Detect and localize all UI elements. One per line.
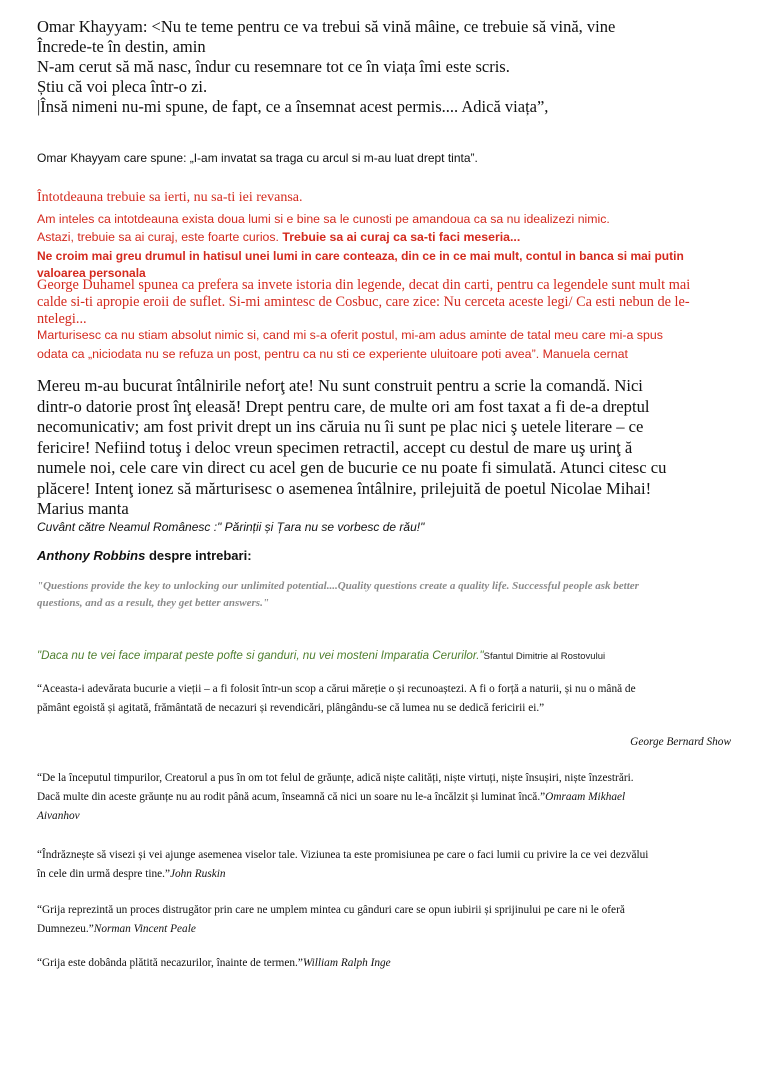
omar-khayyam-subtext	[37, 151, 737, 165]
quote-author: Norman Vincent Peale	[93, 923, 196, 935]
quote-author: Omraam Mikhael	[545, 791, 626, 803]
quote-author: Sfantul Dimitrie al Rostovului	[483, 651, 606, 662]
omar-khayyam-quote	[37, 17, 737, 117]
red-line: ntelegi...	[37, 311, 87, 327]
quote-line: questions, and as a result, they get better answers."	[37, 597, 269, 609]
quote-line	[37, 957, 737, 969]
questions-quote	[37, 578, 737, 612]
grija-quote-2	[37, 957, 737, 969]
red-line: odata ca „niciodata nu se refuza un post, pentru ca nu sti ce experiente uluitoare poti avea”. Manuela cernat	[37, 347, 628, 361]
quote-author-shaw	[630, 736, 731, 748]
red-bold-text: Trebuie sa ai curaj ca sa-ti faci meseria...	[282, 230, 521, 244]
red-line: Am inteles ca intotdeauna exista doua lumi si e bine sa le cunosti pe amandoua ca sa nu idealizezi nimic.	[37, 212, 610, 226]
red-line: valoarea personala	[37, 266, 146, 280]
paragraph-line: Mereu m-au bucurat întâlnirile neforţ ate! Nu sunt construit pentru a scrie la comandă. Nici	[37, 376, 643, 395]
daca-quote	[37, 649, 737, 662]
quote-line: |Însă nimeni nu-mi spune, de fapt, ce a însemnat acest permis.... Adică viața”,	[37, 97, 549, 116]
red-line: Marturisesc ca nu stiam absolut nimic si, cand mi s-a oferit postul, mi-am adus aminte de tatal meu care mi-a spus	[37, 328, 663, 342]
quote-line: “Îndrăznește să visezi și vei ajunge asemenea viselor tale. Viziunea ta este promisiunea pe care o faci lumii cu privire la ce vei dezvălui	[37, 849, 649, 861]
paragraph-line: numele noi, cele care vin direct cu acel gen de bucurie ce nu poate fi simulată. Atunci citesc cu	[37, 458, 667, 477]
quote-line	[37, 649, 737, 662]
aceasta-quote	[37, 680, 737, 718]
red-paragraph-3	[37, 230, 737, 244]
quote-author: John Ruskin	[170, 868, 226, 880]
quote-line	[37, 865, 737, 884]
quote-line: “Grija reprezintă un proces distrugător prin care ne umplem mintea cu gânduri care se opun iubirii și sprijinului pe care ni le oferă	[37, 904, 625, 916]
inceput-quote	[37, 769, 737, 826]
quote-text: Dumnezeu.”	[37, 923, 94, 935]
red-line: Întotdeauna trebuie sa ierti, nu sa-ti iei revansa.	[37, 190, 303, 205]
mereu-paragraph	[37, 376, 737, 520]
paragraph-line: Marius manta	[37, 499, 129, 518]
paragraph-line: dintr-o datorie prost înţ eleasă! Drept pentru care, de multe ori am fost taxat a fi de-a dreptul	[37, 396, 650, 416]
anthony-robbins-heading	[37, 548, 737, 563]
red-line: calde si-ti apropie eroii de suflet. Si-mi amintesc de Cosbuc, care zice: Nu cerceta aceste legi/ Ca esti nebun de le-	[37, 294, 690, 310]
paragraph-line: necomunicativ; am fost privit drept un ins căruia nu îi sunt pe plac nici ş uetele literare – ce	[37, 417, 644, 436]
quote-line: "Questions provide the key to unlocking our unlimited potential....Quality questions create a quality life. Successful people ask better	[37, 580, 639, 592]
red-paragraph-6	[37, 326, 737, 364]
grija-quote-1	[37, 901, 737, 939]
quote-line: Știu că voi pleca într-o zi.	[37, 77, 208, 96]
cuvant-heading	[37, 520, 737, 534]
subtext-line: Omar Khayyam care spune: „I-am invatat sa traga cu arcul si m-au luat drept tinta”.	[37, 151, 478, 165]
author-name: Anthony Robbins	[37, 548, 146, 563]
paragraph-line: fericire! Nefiind totuş i deloc vreun specimen retractil, accept cu destul de mare uş urinţ ă	[37, 437, 633, 457]
paragraph-line: plăcere! Intenţ ionez să mărturisesc o asemenea întâlnire, prilejuită de poetul Nicolae Mihai!	[37, 478, 652, 498]
quote-text: “Grija este dobânda plătită necazurilor, înainte de termen.”	[37, 957, 303, 969]
quote-line: “Aceasta-i adevărata bucurie a vieții – a fi folosit într-un scop a cărui măreție o și recunoaștezi. A fi o forță a naturii, și nu o mână de	[37, 683, 636, 695]
quote-line: pământ egoistă și agitată, frământată de necazuri și revendicări, plângându-se că lumea nu se dedică fericirii ei.”	[37, 702, 545, 714]
quote-line: Încrede-te în destin, amin	[37, 37, 206, 56]
indrazneste-quote	[37, 846, 737, 884]
quote-author: William Ralph Inge	[302, 957, 391, 969]
red-text: Astazi, trebuie sa ai curaj, este foarte curios.	[37, 230, 283, 244]
quote-text: Dacă multe din aceste grăunțe nu au rodit până acum, înseamnă că nici un soare nu le-a încălzit și luminat încă.”	[37, 791, 546, 803]
red-paragraph-5	[37, 277, 737, 328]
quote-line: N-am cerut să mă nasc, îndur cu resemnare tot ce în viața îmi este scris.	[37, 57, 510, 76]
quote-line	[37, 788, 737, 807]
heading-text: despre intrebari:	[145, 548, 252, 563]
red-line: Ne croim mai greu drumul in hatisul unei lumi in care conteaza, din ce in ce mai mult, contul in banca si mai putin	[37, 249, 684, 263]
red-line	[37, 230, 737, 244]
quote-line: Omar Khayyam: <Nu te teme pentru ce va trebui să vină mâine, ce trebuie să vină, vine	[37, 17, 616, 36]
quote-author: George Bernard Show	[630, 736, 731, 748]
quote-text: "Daca nu te vei face imparat peste pofte si ganduri, nu vei mosteni Imparatia Cerurilor."	[37, 649, 484, 662]
red-line: George Duhamel spunea ca prefera sa invete istoria din legende, decat din carti, pentru ca legendele sunt mult mai	[37, 277, 691, 293]
quote-line	[37, 920, 737, 939]
quote-line: “De la începutul timpurilor, Creatorul a pus în om tot felul de grăunțe, adică niște calități, niște virtuți, niște însușiri, niște înzestrări.	[37, 772, 634, 784]
red-paragraph-2	[37, 212, 737, 226]
quote-text: în cele din urmă despre tine.”	[37, 868, 170, 880]
heading-line	[37, 548, 737, 563]
quote-author: Aivanhov	[37, 810, 80, 822]
heading-text: Cuvânt către Neamul Românesc :" Părinții și Țara nu se vorbesc de rău!"	[37, 520, 425, 534]
red-paragraph-1	[37, 190, 737, 206]
